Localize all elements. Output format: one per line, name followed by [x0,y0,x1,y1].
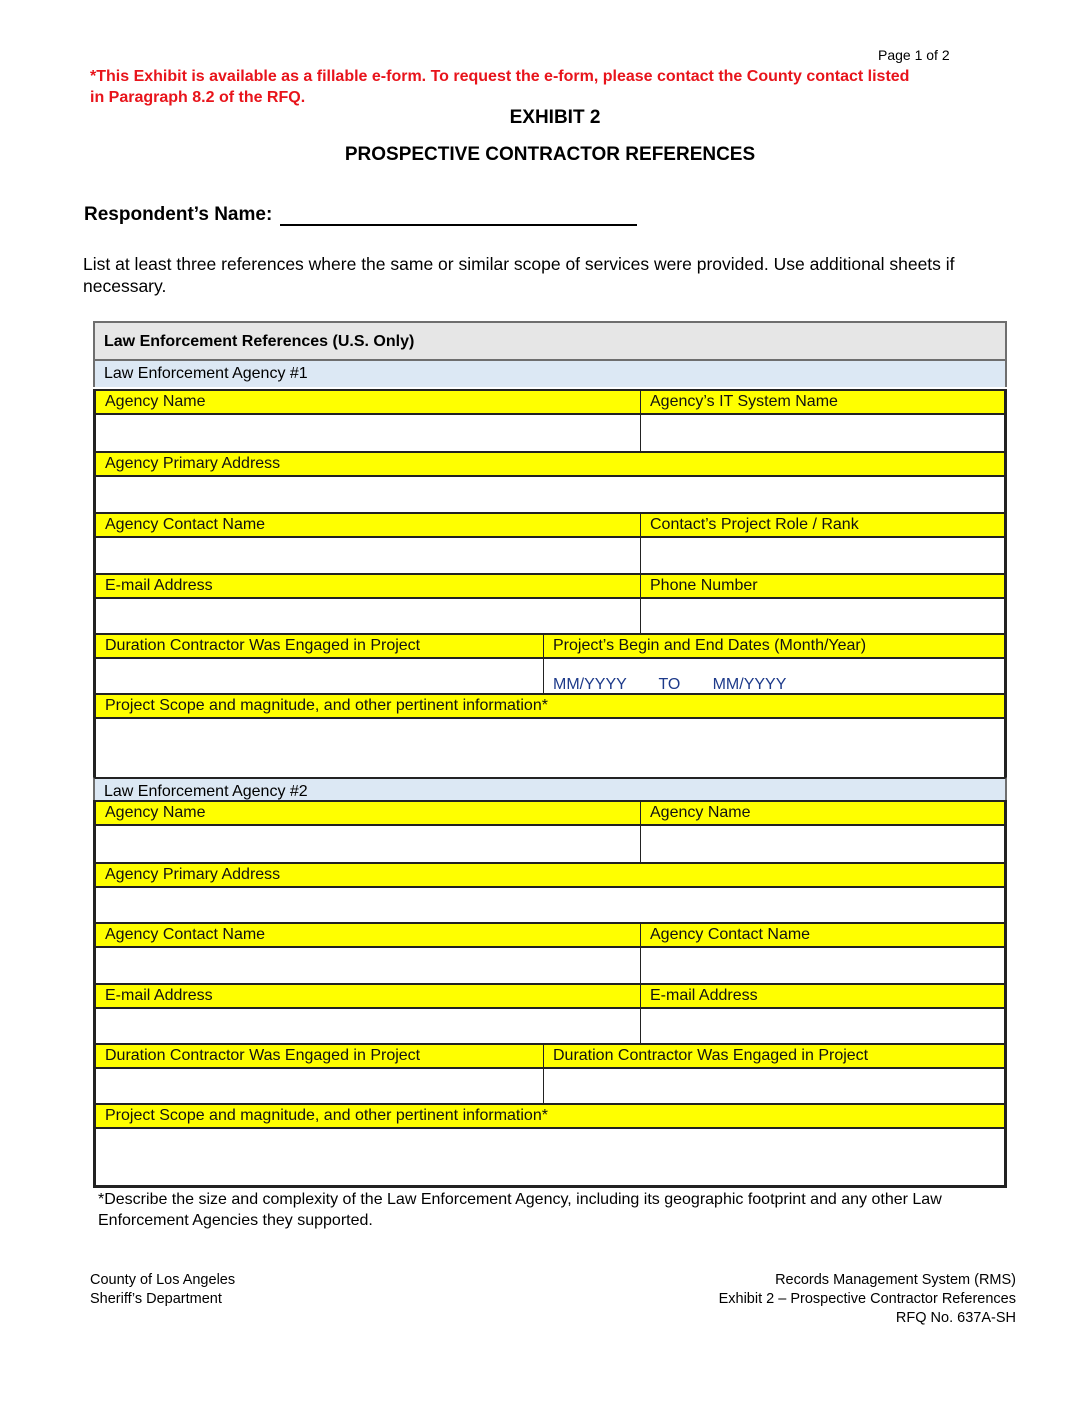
label-email: E-mail Address [96,575,641,597]
project-scope-field[interactable] [96,1129,1004,1185]
agency-1-row-5-inputs [93,657,1007,693]
agency-1-row-4-labels [93,573,1007,597]
respondent-name-field[interactable] [280,204,637,226]
section-header: Law Enforcement References (U.S. Only) [93,321,1007,361]
agency-name-field[interactable] [96,826,641,862]
label-it-system-name: Agency’s IT System Name [641,391,1004,413]
label-agency-name-2: Agency Name [641,802,1004,824]
label-project-role: Contact’s Project Role / Rank [641,514,1004,536]
agency-2-row-2-labels [93,862,1007,886]
agency-2-row-4-labels [93,983,1007,1007]
label-project-scope: Project Scope and magnitude, and other pertinent information* [96,1105,1004,1127]
page-indicator: Page 1 of 2 [878,47,950,63]
label-contact-name: Agency Contact Name [96,514,641,536]
agency-1-row-5-labels [93,633,1007,657]
label-email-2: E-mail Address [641,985,1004,1007]
agency-1-row-6-inputs [93,717,1007,777]
label-agency-name: Agency Name [96,802,641,824]
page-title: PROSPECTIVE CONTRACTOR REFERENCES [344,144,756,165]
footer-county: County of Los Angeles [90,1272,236,1288]
footer-system: Records Management System (RMS) [775,1272,1016,1288]
agency-2-row-5-labels [93,1043,1007,1067]
label-primary-address: Agency Primary Address [96,864,1004,886]
label-project-scope: Project Scope and magnitude, and other pertinent information* [96,695,1004,717]
agency-1-row-3-inputs [93,536,1007,573]
primary-address-field[interactable] [96,888,1004,922]
label-phone: Phone Number [641,575,1004,597]
agency-1-row-3-labels [93,512,1007,536]
email-field[interactable] [96,599,641,633]
duration-field[interactable] [96,659,544,693]
footer-left [90,1271,235,1309]
it-system-name-field[interactable] [641,415,1004,451]
contact-name-field[interactable] [96,948,641,983]
label-agency-name: Agency Name [96,391,641,413]
agency-1-row-6-labels [93,693,1007,717]
label-begin-end-dates: Project’s Begin and End Dates (Month/Year) [544,635,1004,657]
phone-field[interactable] [641,599,1004,633]
agency-2-row-1-labels [93,800,1007,824]
agency-name-field[interactable] [96,415,641,451]
footer-right [719,1271,1016,1328]
agency-2-row-1-inputs [93,824,1007,862]
respondent-name-label: Respondent’s Name: [84,204,273,225]
primary-address-field[interactable] [96,477,1004,512]
scope-footnote: *Describe the size and complexity of the Law Enforcement Agency, including its geographic footprint and any other Law Enforcement Agencies they supported. [98,1191,942,1229]
project-role-field[interactable] [641,538,1004,573]
label-contact-name: Agency Contact Name [96,924,641,946]
agency-1-row-1-inputs [93,413,1007,451]
contact-name-field-2[interactable] [641,948,1004,983]
agency-2-heading: Law Enforcement Agency #2 [93,777,1007,803]
respondent-name-row [84,204,637,226]
label-email: E-mail Address [96,985,641,1007]
agency-2-row-3-inputs [93,946,1007,983]
agency-2-row-6-inputs [93,1127,1007,1188]
duration-field[interactable] [96,1069,544,1103]
duration-field-2[interactable] [544,1069,1004,1103]
footer-rfq: RFQ No. 637A-SH [895,1310,1016,1326]
footer-department: Sheriff’s Department [90,1291,222,1307]
email-field[interactable] [96,1009,641,1043]
agency-1-row-2-inputs [93,475,1007,512]
agency-2-row-4-inputs [93,1007,1007,1043]
label-primary-address: Agency Primary Address [96,453,1004,475]
agency-2-row-6-labels [93,1103,1007,1127]
contact-name-field[interactable] [96,538,641,573]
agency-2-row-2-inputs [93,886,1007,922]
label-duration: Duration Contractor Was Engaged in Project [96,1045,544,1067]
agency-1-row-1-labels [93,389,1007,413]
label-contact-name-2: Agency Contact Name [641,924,1004,946]
agency-name-field-2[interactable] [641,826,1004,862]
email-field-2[interactable] [641,1009,1004,1043]
instructions: List at least three references where the same or similar scope of services were provided. Use additional sheets if necessary. [83,254,955,296]
exhibit-number: EXHIBIT 2 [509,107,601,128]
eform-notice: *This Exhibit is available as a fillable e-form. To request the e-form, please contact the County contact listed in Paragraph 8.2 of the RFQ. [90,68,910,106]
project-scope-field[interactable] [96,719,1004,777]
footer-exhibit: Exhibit 2 – Prospective Contractor References [718,1291,1016,1307]
agency-1-row-4-inputs [93,597,1007,633]
begin-end-dates-field[interactable]: MM/YYYY TO MM/YYYY [544,659,1004,693]
agency-2-row-3-labels [93,922,1007,946]
label-duration: Duration Contractor Was Engaged in Project [96,635,544,657]
agency-2-row-5-inputs [93,1067,1007,1103]
agency-1-row-2-labels [93,451,1007,475]
label-duration-2: Duration Contractor Was Engaged in Project [544,1045,1004,1067]
agency-1-heading: Law Enforcement Agency #1 [93,361,1007,387]
